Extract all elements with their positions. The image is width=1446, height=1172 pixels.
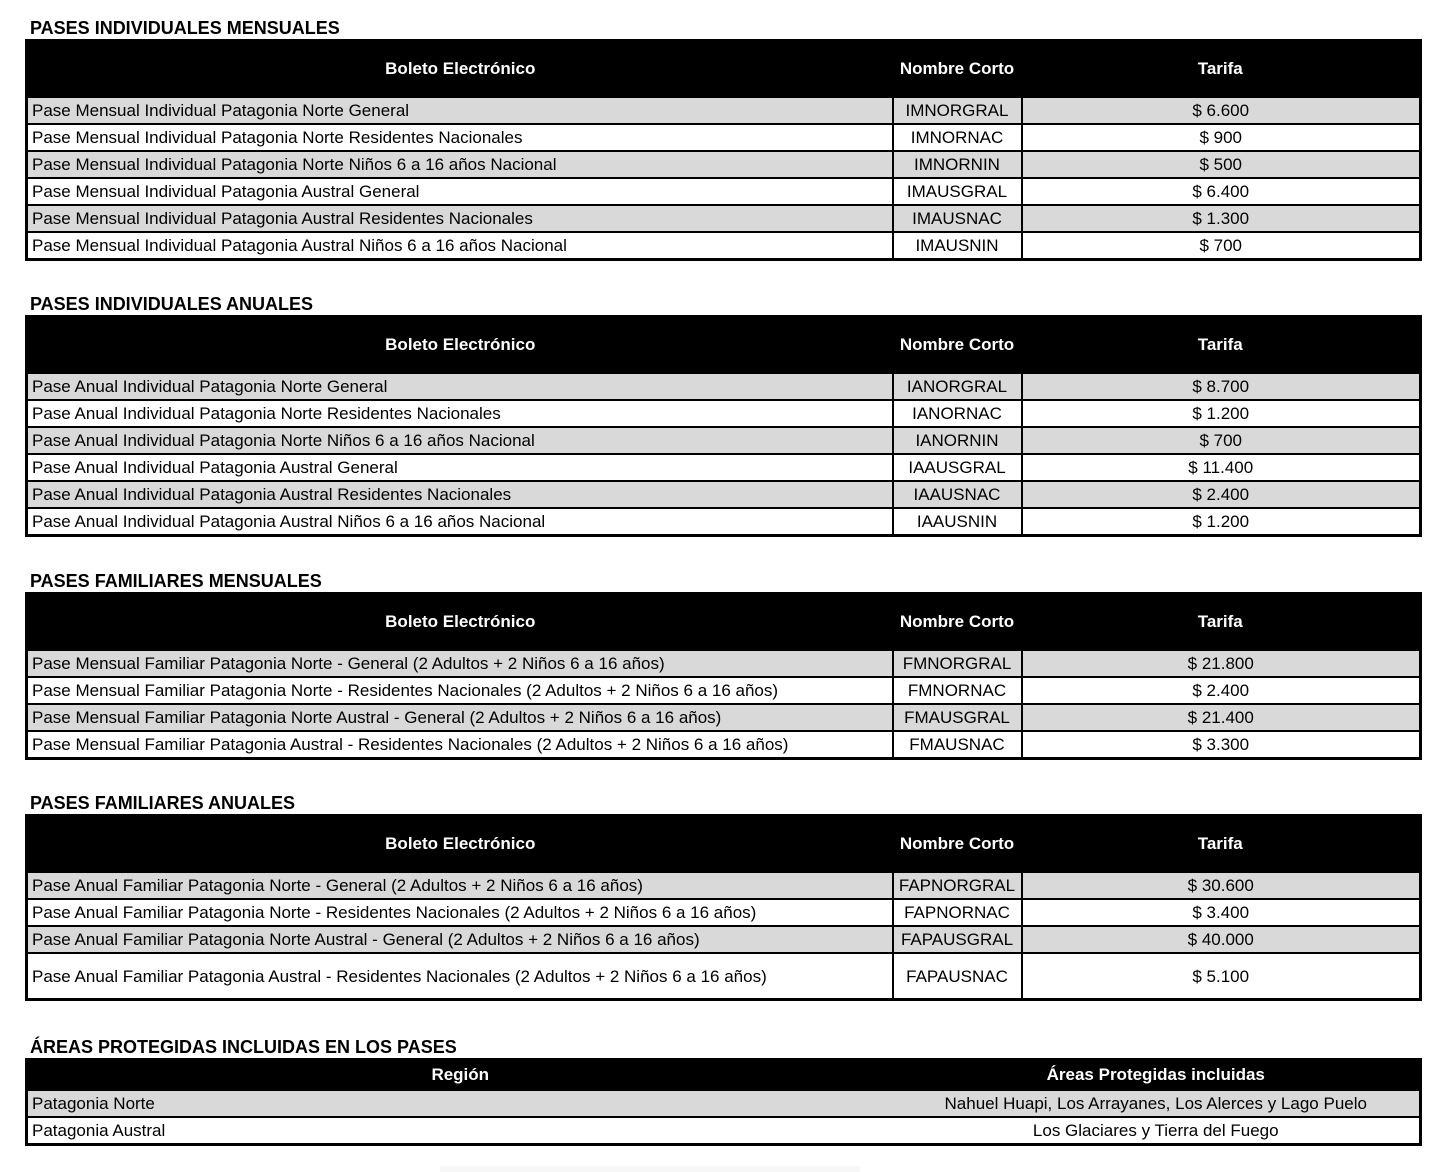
fares-table	[25, 592, 1422, 760]
fare-price: $ 700	[1022, 427, 1421, 454]
short-code: IANORNAC	[893, 400, 1022, 427]
fares-table	[25, 814, 1422, 1001]
table-row	[27, 151, 1421, 178]
table-row	[27, 953, 1421, 1000]
fare-price: $ 700	[1022, 232, 1421, 260]
fares-table	[25, 39, 1422, 261]
header-row	[27, 594, 1421, 651]
table-row	[27, 178, 1421, 205]
short-code: FMNORNAC	[893, 677, 1022, 704]
ticket-name: Pase Anual Familiar Patagonia Austral - Residentes Nacionales (2 Adultos + 2 Niños 6 a 16 años)	[27, 953, 893, 1000]
short-code: FAPAUSGRAL	[893, 926, 1022, 953]
region-name: Patagonia Norte	[27, 1090, 893, 1117]
short-code: IANORGRAL	[893, 373, 1022, 400]
short-code: FMAUSGRAL	[893, 704, 1022, 731]
section-title: ÁREAS PROTEGIDAS INCLUIDAS EN LOS PASES	[30, 1037, 457, 1057]
header-nombre-corto: Nombre Corto	[893, 816, 1022, 873]
header-areas-incluidas: Áreas Protegidas incluidas	[893, 1060, 1421, 1091]
fare-price: $ 21.800	[1022, 650, 1421, 677]
region-name: Patagonia Austral	[27, 1117, 893, 1145]
short-code: IMNORNIN	[893, 151, 1022, 178]
header-boleto: Boleto Electrónico	[27, 594, 893, 651]
fare-price: $ 1.300	[1022, 205, 1421, 232]
header-boleto: Boleto Electrónico	[27, 41, 893, 98]
header-row	[27, 41, 1421, 98]
table-row	[27, 205, 1421, 232]
fare-price: $ 3.300	[1022, 731, 1421, 759]
section-familiares-mensuales	[25, 570, 1419, 760]
table-row	[27, 899, 1421, 926]
header-row	[27, 816, 1421, 873]
table-row	[27, 427, 1421, 454]
fare-price: $ 3.400	[1022, 899, 1421, 926]
table-row	[27, 481, 1421, 508]
ticket-name: Pase Mensual Familiar Patagonia Norte - General (2 Adultos + 2 Niños 6 a 16 años)	[27, 650, 893, 677]
section-title: PASES FAMILIARES ANUALES	[30, 793, 296, 813]
short-code: FAPNORNAC	[893, 899, 1022, 926]
fare-price: $ 1.200	[1022, 400, 1421, 427]
header-boleto: Boleto Electrónico	[27, 317, 893, 374]
ticket-name: Pase Mensual Individual Patagonia Austral General	[27, 178, 893, 205]
short-code: FAPAUSNAC	[893, 953, 1022, 1000]
fare-price: $ 2.400	[1022, 481, 1421, 508]
ticket-name: Pase Mensual Individual Patagonia Austral Residentes Nacionales	[27, 205, 893, 232]
header-tarifa: Tarifa	[1022, 317, 1421, 374]
short-code: IMNORGRAL	[893, 97, 1022, 124]
ticket-name: Pase Mensual Individual Patagonia Norte Residentes Nacionales	[27, 124, 893, 151]
section-title: PASES FAMILIARES MENSUALES	[30, 571, 322, 591]
ticket-name: Pase Mensual Individual Patagonia Austral Niños 6 a 16 años Nacional	[27, 232, 893, 260]
table-row	[27, 1117, 1421, 1145]
table-row	[27, 872, 1421, 899]
ticket-name: Pase Mensual Familiar Patagonia Norte - Residentes Nacionales (2 Adultos + 2 Niños 6 a 16 años)	[27, 677, 893, 704]
areas-table	[25, 1058, 1422, 1146]
protected-areas: Nahuel Huapi, Los Arrayanes, Los Alerces y Lago Puelo	[893, 1090, 1421, 1117]
table-row	[27, 704, 1421, 731]
header-tarifa: Tarifa	[1022, 41, 1421, 98]
header-nombre-corto: Nombre Corto	[893, 41, 1022, 98]
ticket-name: Pase Anual Individual Patagonia Austral General	[27, 454, 893, 481]
protected-areas: Los Glaciares y Tierra del Fuego	[893, 1117, 1421, 1145]
header-region: Región	[27, 1060, 893, 1091]
header-nombre-corto: Nombre Corto	[893, 594, 1022, 651]
table-row	[27, 373, 1421, 400]
fares-table	[25, 315, 1422, 537]
ticket-name: Pase Anual Individual Patagonia Austral Niños 6 a 16 años Nacional	[27, 508, 893, 536]
ticket-name: Pase Anual Individual Patagonia Norte Niños 6 a 16 años Nacional	[27, 427, 893, 454]
short-code: IAAUSGRAL	[893, 454, 1022, 481]
table-row	[27, 677, 1421, 704]
fare-price: $ 6.400	[1022, 178, 1421, 205]
fare-price: $ 6.600	[1022, 97, 1421, 124]
header-tarifa: Tarifa	[1022, 816, 1421, 873]
short-code: IMAUSNIN	[893, 232, 1022, 260]
section-familiares-anuales	[25, 792, 1419, 1001]
table-row	[27, 926, 1421, 953]
ticket-name: Pase Anual Individual Patagonia Austral Residentes Nacionales	[27, 481, 893, 508]
header-tarifa: Tarifa	[1022, 594, 1421, 651]
ticket-name: Pase Anual Individual Patagonia Norte Residentes Nacionales	[27, 400, 893, 427]
header-boleto: Boleto Electrónico	[27, 816, 893, 873]
ticket-name: Pase Anual Individual Patagonia Norte General	[27, 373, 893, 400]
section-title: PASES INDIVIDUALES ANUALES	[30, 294, 314, 314]
fare-price: $ 30.600	[1022, 872, 1421, 899]
fare-price: $ 900	[1022, 124, 1421, 151]
fare-price: $ 5.100	[1022, 953, 1421, 1000]
table-row	[27, 508, 1421, 536]
ticket-name: Pase Anual Familiar Patagonia Norte - Residentes Nacionales (2 Adultos + 2 Niños 6 a 16 años)	[27, 899, 893, 926]
fare-price: $ 500	[1022, 151, 1421, 178]
header-row	[27, 1060, 1421, 1091]
fare-price: $ 2.400	[1022, 677, 1421, 704]
short-code: FAPNORGRAL	[893, 872, 1022, 899]
short-code: FMAUSNAC	[893, 731, 1022, 759]
short-code: FMNORGRAL	[893, 650, 1022, 677]
table-row	[27, 650, 1421, 677]
table-row	[27, 97, 1421, 124]
fare-price: $ 8.700	[1022, 373, 1421, 400]
ticket-name: Pase Anual Familiar Patagonia Norte - General (2 Adultos + 2 Niños 6 a 16 años)	[27, 872, 893, 899]
table-row	[27, 1090, 1421, 1117]
short-code: IMNORNAC	[893, 124, 1022, 151]
fare-price: $ 21.400	[1022, 704, 1421, 731]
ticket-name: Pase Mensual Individual Patagonia Norte Niños 6 a 16 años Nacional	[27, 151, 893, 178]
header-nombre-corto: Nombre Corto	[893, 317, 1022, 374]
footer-divider	[440, 1166, 860, 1172]
header-row	[27, 317, 1421, 374]
short-code: IANORNIN	[893, 427, 1022, 454]
table-row	[27, 124, 1421, 151]
fare-price: $ 1.200	[1022, 508, 1421, 536]
fare-price: $ 40.000	[1022, 926, 1421, 953]
ticket-name: Pase Anual Familiar Patagonia Norte Austral - General (2 Adultos + 2 Niños 6 a 16 años)	[27, 926, 893, 953]
short-code: IAAUSNIN	[893, 508, 1022, 536]
table-row	[27, 400, 1421, 427]
section-title: PASES INDIVIDUALES MENSUALES	[30, 18, 340, 38]
section-areas-protegidas	[25, 1036, 1419, 1146]
short-code: IAAUSNAC	[893, 481, 1022, 508]
ticket-name: Pase Mensual Individual Patagonia Norte General	[27, 97, 893, 124]
table-row	[27, 232, 1421, 260]
table-row	[27, 731, 1421, 759]
short-code: IMAUSNAC	[893, 205, 1022, 232]
fare-price: $ 11.400	[1022, 454, 1421, 481]
short-code: IMAUSGRAL	[893, 178, 1022, 205]
ticket-name: Pase Mensual Familiar Patagonia Norte Austral - General (2 Adultos + 2 Niños 6 a 16 años)	[27, 704, 893, 731]
section-individuales-anuales	[25, 293, 1419, 537]
section-individuales-mensuales	[25, 17, 1419, 261]
ticket-name: Pase Mensual Familiar Patagonia Austral - Residentes Nacionales (2 Adultos + 2 Niños 6 a 16 años)	[27, 731, 893, 759]
table-row	[27, 454, 1421, 481]
